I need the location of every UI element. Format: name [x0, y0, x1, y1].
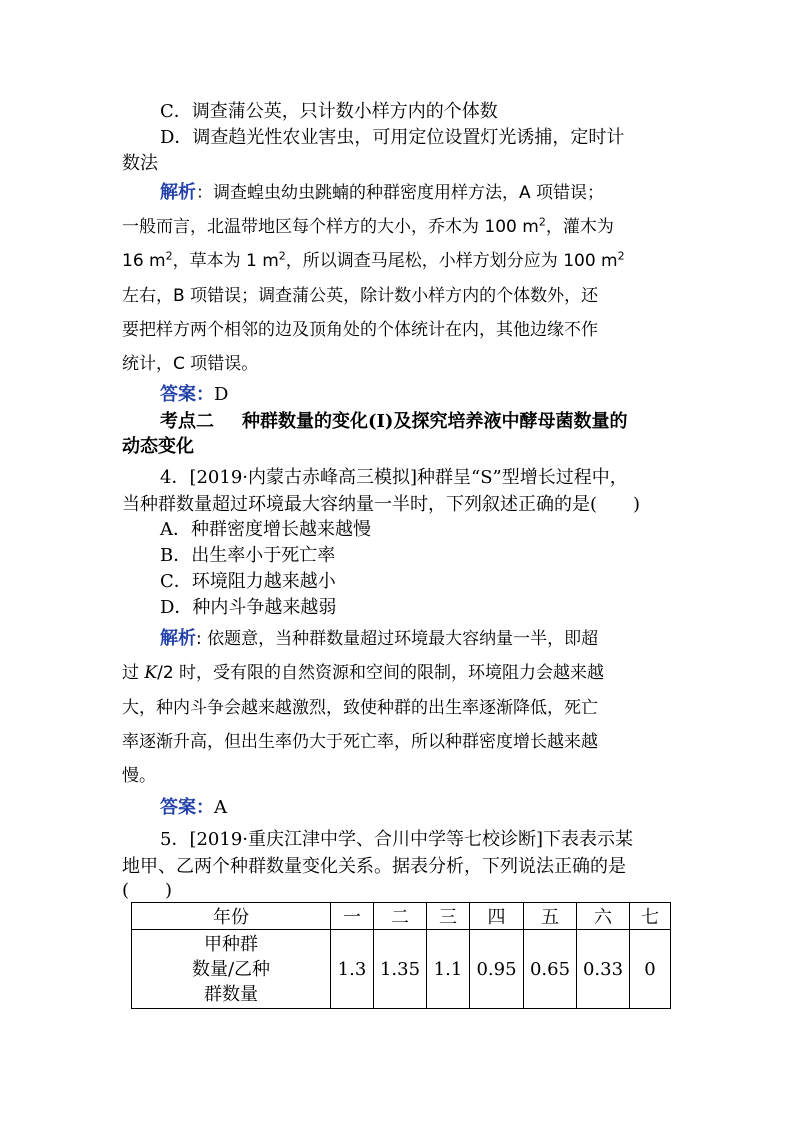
table-cell: 1.3 [331, 930, 374, 1009]
q3-analysis-line2: 一般而言，北温带地区每个样方的大小，乔木为 100 $m^2$，灌木为 [122, 215, 614, 237]
q5-stem-line1: 5．[2019·重庆江津中学、合川中学等七校诊断]下表表示某 [160, 829, 634, 850]
q3-answer: 答案：D [160, 384, 229, 405]
table-header-label: 年份 [132, 903, 331, 930]
q3-analysis-line5: 要把样方两个相邻的边及顶角处的个体统计在内，其他边缘不作 [122, 320, 598, 340]
table-header-year: 六 [577, 903, 630, 930]
q4-analysis-line4: 率逐渐升高，但出生率仍大于死亡率，所以种群密度增长越来越 [122, 732, 598, 752]
table-cell: 1.1 [427, 930, 470, 1009]
analysis-label: 解析 [160, 628, 196, 649]
q4-stem-line1: 4．[2019·内蒙古赤峰高三模拟]种群呈“S”型增长过程中， [160, 467, 628, 488]
table-header-year: 四 [470, 903, 524, 930]
q3-option-c: C．调查蒲公英，只计数小样方内的个体数 [160, 101, 498, 122]
q5-stem-line2: 地甲、乙两个种群数量变化关系。据表分析，下列说法正确的是 [122, 856, 626, 877]
q4-stem-line2: 当种群数量超过环境最大容纳量一半时，下列叙述正确的是( ) [122, 494, 641, 515]
table-header-year: 一 [331, 903, 374, 930]
table-cell: 0 [630, 930, 671, 1009]
q5-stem-line3: ( ) [122, 880, 173, 901]
table-cell: 0.65 [524, 930, 577, 1009]
q3-analysis-line1: 解析：调查蝗虫幼虫跳蝻的种群密度用样方法，A 项错误； [160, 182, 605, 203]
analysis-label: 解析 [160, 182, 196, 203]
table-header-year: 二 [374, 903, 427, 930]
q3-analysis-line6: 统计，C 项错误。 [122, 354, 259, 374]
table-header-row [132, 903, 671, 930]
table-header-year: 三 [427, 903, 470, 930]
q4-analysis-line1: 解析: 依题意，当种群数量超过环境最大容纳量一半，即超 [160, 628, 599, 649]
q3-option-d-line1: D．调查趋光性农业害虫，可用定位设置灯光诱捕，定时计 [160, 127, 625, 148]
table-header-year: 七 [630, 903, 671, 930]
q4-analysis-line3: 大，种内斗争会越来越激烈，致使种群的出生率逐渐降低，死亡 [122, 698, 598, 718]
q4-option-c: C．环境阻力越来越小 [160, 571, 336, 592]
q4-option-b: B．出生率小于死亡率 [160, 545, 336, 566]
q4-analysis-line5: 慢。 [122, 766, 156, 786]
q3-option-d-line2: 数法 [122, 153, 158, 174]
q4-option-d: D．种内斗争越来越弱 [160, 597, 337, 618]
table-cell: 1.35 [374, 930, 427, 1009]
section-heading-line2: 动态变化 [122, 436, 194, 457]
section-heading: 考点二 种群数量的变化(Ⅰ)及探究培养液中酵母菌数量的 [160, 411, 628, 432]
q3-analysis-line4: 左右，B 项错误；调查蒲公英，除计数小样方内的个体数外，还 [122, 286, 599, 306]
table-row-label: 甲种群 数量/乙种 群数量 [132, 930, 331, 1009]
table-cell: 0.95 [470, 930, 524, 1009]
table-cell: 0.33 [577, 930, 630, 1009]
population-table [131, 902, 671, 1009]
q4-option-a: A．种群密度增长越来越慢 [160, 519, 371, 540]
q4-analysis-line2: 过 K/2 时，受有限的自然资源和空间的限制，环境阻力会越来越 [122, 663, 605, 683]
q4-answer: 答案：A [160, 797, 227, 818]
table-header-year: 五 [524, 903, 577, 930]
q3-analysis-line3: 16 $m^2$，草本为 1 $m^2$，所以调查马尾松，小样方划分应为 100 $m^2$ [122, 249, 625, 271]
table-row [132, 930, 671, 1009]
